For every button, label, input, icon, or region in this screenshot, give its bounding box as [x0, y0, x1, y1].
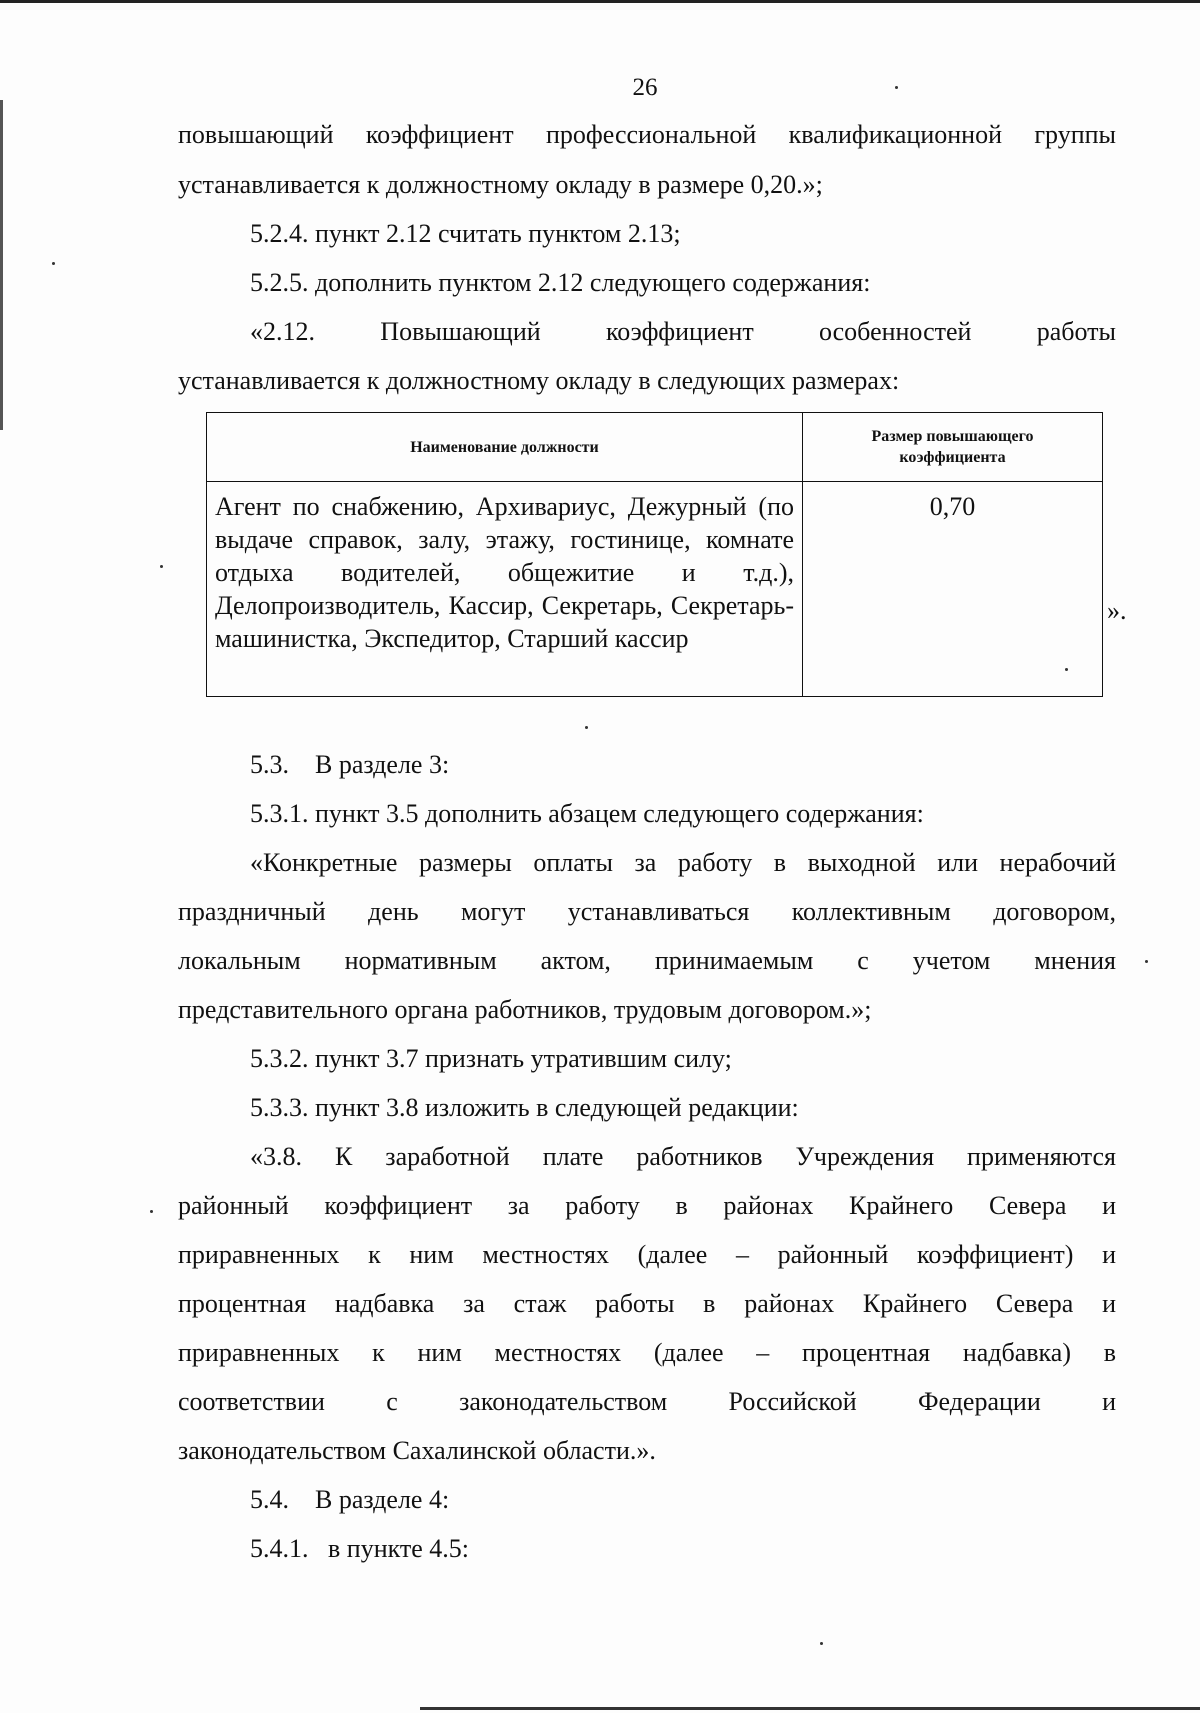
- redaction-line: «3.8. К заработной плате работников Учреждения применяются: [250, 1142, 1116, 1171]
- table-header-row: [207, 413, 1103, 482]
- page-number: 26: [632, 74, 658, 101]
- paragraph-item: 5.2.5. дополнить пунктом 2.12 следующего содержания:: [250, 268, 871, 297]
- redaction-line: законодательством Сахалинской области.».: [178, 1436, 656, 1465]
- redaction-line: соответствии с законодательством Российской Федерации и: [178, 1387, 1116, 1416]
- closing-quote: ».: [1107, 596, 1127, 625]
- paragraph-line: устанавливается к должностному окладу в размере 0,20.»;: [178, 170, 823, 199]
- scan-speck: [820, 1642, 823, 1645]
- paragraph-line: повышающий коэффициент профессиональной квалификационной группы: [178, 120, 1116, 149]
- scan-speck: [150, 1210, 153, 1213]
- quote-line: локальным нормативным актом, принимаемым с учетом мнения: [178, 946, 1116, 975]
- redaction-line: приравненных к ним местностях (далее – районный коэффициент) и: [178, 1240, 1116, 1269]
- paragraph-item: 5.3.3. пункт 3.8 изложить в следующей редакции:: [250, 1093, 799, 1122]
- paragraph-item: 5.4.1. в пункте 4.5:: [250, 1534, 470, 1563]
- scan-speck: [1065, 668, 1068, 671]
- paragraph-item: 5.3.2. пункт 3.7 признать утратившим силу;: [250, 1044, 732, 1073]
- section-heading: 5.4. В разделе 4:: [250, 1485, 450, 1514]
- paragraph-item: 5.3.1. пункт 3.5 дополнить абзацем следующего содержания:: [250, 799, 924, 828]
- scan-speck: [52, 262, 55, 265]
- table-cell-coefficient: 0,70: [803, 482, 1103, 697]
- table-header-coefficient: Размер повышающего коэффициента: [803, 413, 1103, 482]
- table-header-position: Наименование должности: [207, 413, 803, 482]
- bottom-scan-edge: [420, 1707, 1200, 1710]
- scan-speck: [585, 726, 588, 729]
- paragraph-line: «2.12. Повышающий коэффициент особенностей работы: [250, 317, 1116, 346]
- top-scan-edge: [0, 0, 1200, 3]
- table-cell-positions: Агент по снабжению, Архивариус, Дежурный (по выдаче справок, залу, этажу, гостинице, комнате отдыха водителей, общежитие и т.д.), Делопроизводитель, Кассир, Секретарь, Секретарь-машинистка, Экспедитор, Старший кассир: [207, 482, 803, 697]
- quote-line: праздничный день могут устанавливаться коллективным договором,: [178, 897, 1116, 926]
- redaction-line: приравненных к ним местностях (далее – процентная надбавка) в: [178, 1338, 1116, 1367]
- scan-speck: [895, 86, 898, 89]
- table-row: [207, 482, 1103, 697]
- quote-line: «Конкретные размеры оплаты за работу в выходной или нерабочий: [250, 848, 1116, 877]
- paragraph-line: устанавливается к должностному окладу в следующих размерах:: [178, 366, 900, 395]
- scan-speck: [160, 565, 163, 568]
- quote-line: представительного органа работников, трудовым договором.»;: [178, 995, 872, 1024]
- redaction-line: районный коэффициент за работу в районах Крайнего Севера и: [178, 1191, 1116, 1220]
- scan-speck: [1145, 960, 1148, 963]
- section-heading: 5.3. В разделе 3:: [250, 750, 450, 779]
- redaction-line: процентная надбавка за стаж работы в районах Крайнего Севера и: [178, 1289, 1116, 1318]
- left-scan-edge: [0, 100, 3, 430]
- coefficient-table: [206, 412, 1103, 697]
- paragraph-item: 5.2.4. пункт 2.12 считать пунктом 2.13;: [250, 219, 681, 248]
